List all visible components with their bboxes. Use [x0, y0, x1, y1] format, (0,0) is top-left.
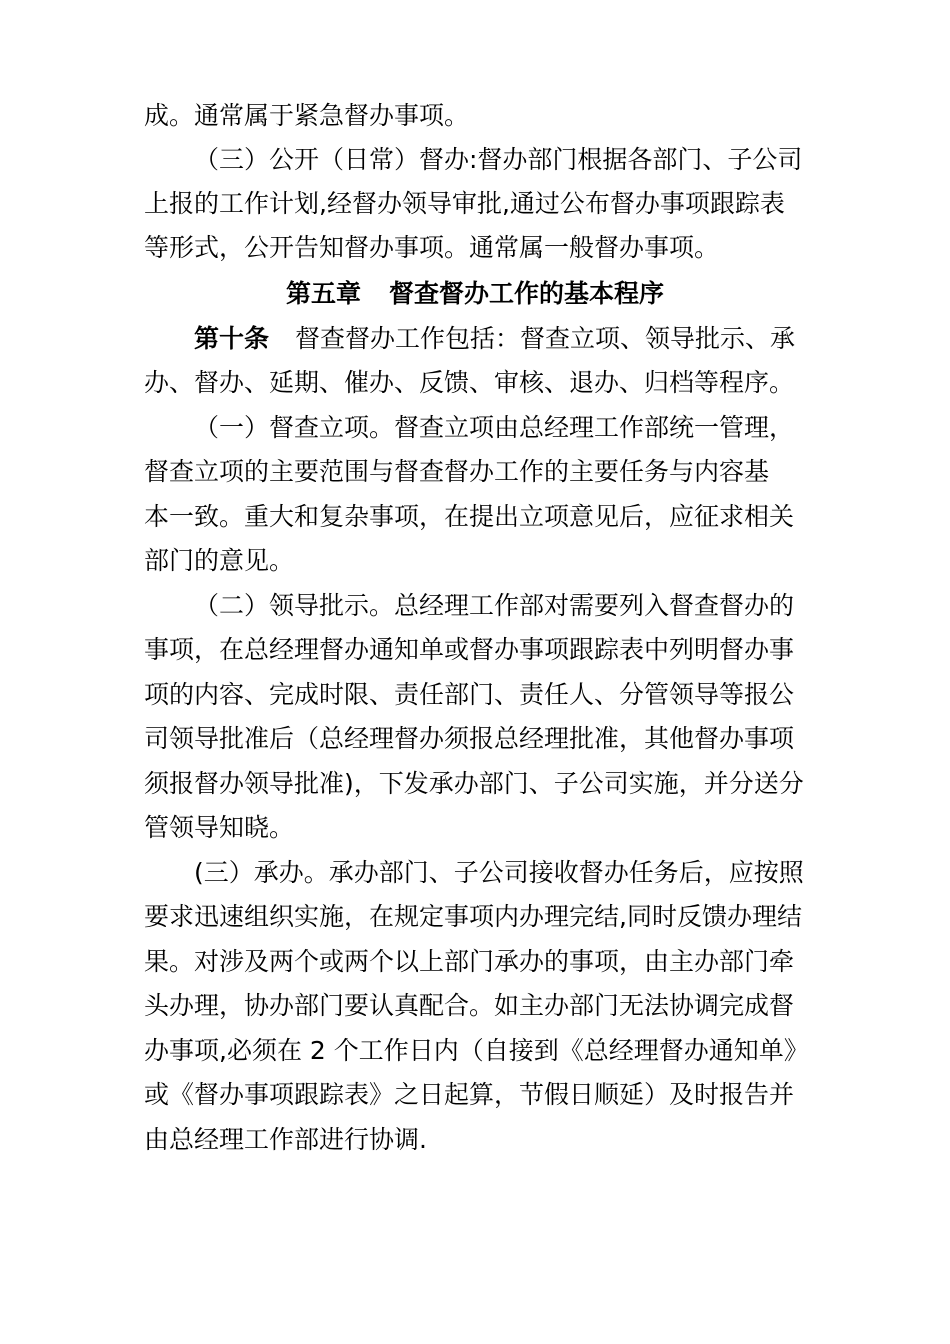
paragraph-line: 管领导知晓。 [144, 813, 295, 842]
paragraph-line: 办事项,必须在 2 个工作日内（自接到《总经理督办通知单》 [144, 1036, 809, 1065]
paragraph-line: 部门的意见。 [144, 546, 295, 575]
paragraph-line: （一）督查立项。督查立项由总经理工作部统一管理， [194, 413, 795, 442]
chapter-heading [0, 279, 950, 309]
paragraph-line: 由总经理工作部进行协调. [144, 1125, 427, 1154]
chapter-number: 第五章 [285, 279, 361, 308]
paragraph-line: 等形式，公开告知督办事项。通常属一般督办事项。 [144, 233, 720, 262]
paragraph-line: 项的内容、完成时限、责任部门、责任人、分管领导等报公 [144, 680, 795, 709]
article-text: 督查督办工作包括：督查立项、领导批示、承 [295, 324, 796, 353]
paragraph-line: 办、督办、延期、催办、反馈、审核、退办、归档等程序。 [144, 368, 795, 397]
paragraph-line: 果。对涉及两个或两个以上部门承办的事项，由主办部门牵 [144, 947, 795, 976]
paragraph-line: 要求迅速组织实施，在规定事项内办理完结,同时反馈办理结 [144, 902, 802, 931]
paragraph-line: （三）公开（日常）督办:督办部门根据各部门、子公司 [194, 145, 803, 174]
paragraph-line: 须报督办领导批准)，下发承办部门、子公司实施，并分送分 [144, 769, 804, 798]
paragraph-line: 司领导批准后（总经理督办须报总经理批准，其他督办事项 [144, 724, 795, 753]
article-label: 第十条 [194, 324, 270, 353]
paragraph-line: 事项，在总经理督办通知单或督办事项跟踪表中列明督办事 [144, 635, 795, 664]
paragraph-line: 或《督办事项跟踪表》之日起算，节假日顺延）及时报告并 [144, 1080, 795, 1109]
paragraph-line: 上报的工作计划,经督办领导审批,通过公布督办事项跟踪表 [144, 189, 785, 218]
paragraph-line: 成。通常属于紧急督办事项。 [144, 101, 470, 130]
paragraph-line: (三）承办。承办部门、子公司接收督办任务后，应按照 [194, 858, 804, 887]
paragraph-line: （二）领导批示。总经理工作部对需要列入督查督办的 [194, 591, 795, 620]
paragraph-line: 本一致。重大和复杂事项，在提出立项意见后，应征求相关 [144, 502, 795, 531]
paragraph-line: 头办理，协办部门要认真配合。如主办部门无法协调完成督 [144, 991, 795, 1020]
paragraph-line: 督查立项的主要范围与督查督办工作的主要任务与内容基 [144, 457, 770, 486]
chapter-title: 督查督办工作的基本程序 [389, 279, 665, 308]
article-line [194, 324, 795, 354]
